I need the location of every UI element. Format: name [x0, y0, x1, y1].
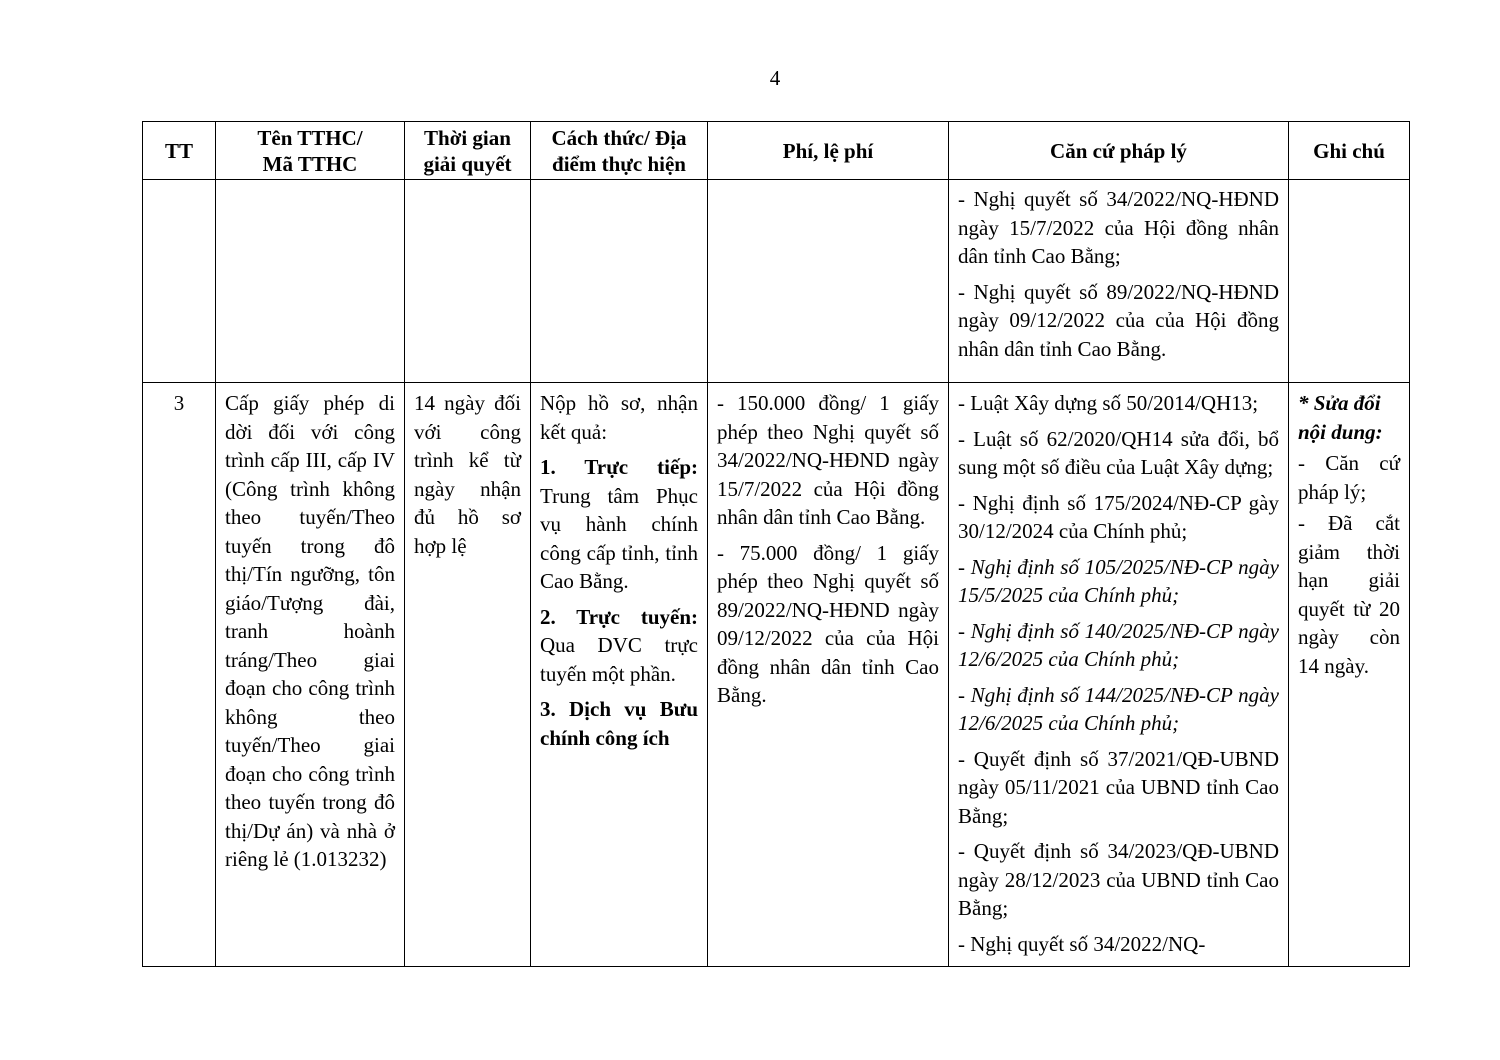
header-note: Ghi chú: [1289, 122, 1410, 180]
table-row: [143, 383, 1410, 967]
row-fee: [708, 383, 949, 967]
continued-time-cell: [405, 180, 531, 383]
method-post: 3. Dịch vụ Bưu chính công ích: [540, 697, 698, 750]
continued-fee-cell: [708, 180, 949, 383]
method-online: [540, 603, 698, 689]
method-direct-label: 1. Trực tiếp:: [540, 455, 698, 479]
continued-tt-cell: [143, 180, 216, 383]
fee-item: - 150.000 đồng/ 1 giấy phép theo Nghị quyết số 34/2022/NQ-HĐND ngày 15/7/2022 của Hội đồng nhân dân tỉnh Cao Bằng.: [717, 391, 939, 529]
legal-item: - Luật số 62/2020/QH14 sửa đổi, bổ sung một số điều của Luật Xây dựng;: [958, 426, 1279, 479]
legal-item-amended: - Nghị định số 105/2025/NĐ-CP ngày 15/5/2025 của Chính phủ;: [958, 554, 1279, 607]
legal-item-amended: - Nghị định số 140/2025/NĐ-CP ngày 12/6/2025 của Chính phủ;: [958, 618, 1279, 671]
header-row: [143, 122, 1410, 180]
row-processing-time: 14 ngày đối với công trình kể từ ngày nhận đủ hồ sơ hợp lệ: [405, 383, 531, 967]
header-name-line1: Tên TTHC/: [257, 125, 363, 150]
method-direct: [540, 453, 698, 596]
row-note: [1289, 383, 1410, 967]
continued-row: [143, 180, 1410, 383]
continued-note-cell: [1289, 180, 1410, 383]
header-legal: Căn cứ pháp lý: [949, 122, 1289, 180]
legal-item: - Luật Xây dựng số 50/2014/QH13;: [958, 391, 1259, 415]
method-online-label: 2. Trực tuyến:: [540, 604, 698, 629]
legal-item: - Quyết định số 37/2021/QĐ-UBND ngày 05/11/2021 của UBND tỉnh Cao Bằng;: [958, 746, 1279, 828]
procedure-table: [142, 121, 1410, 967]
header-method: [531, 122, 708, 180]
method-intro: Nộp hồ sơ, nhận kết quả:: [540, 391, 698, 444]
header-method-line2: điểm thực hiện: [552, 151, 686, 176]
header-tt: TT: [143, 122, 216, 180]
row-tt: 3: [143, 383, 216, 967]
row-legal-basis: [949, 383, 1289, 967]
fee-item: - 75.000 đồng/ 1 giấy phép theo Nghị quyết số 89/2022/NQ-HĐND ngày 09/12/2022 của của Hội đồng nhân dân tỉnh Cao Bằng.: [717, 540, 939, 707]
page-number: 4: [769, 66, 781, 90]
header-fee: Phí, lệ phí: [708, 122, 949, 180]
legal-item: - Nghị quyết số 34/2022/NQ-: [958, 931, 1206, 956]
legal-item: - Quyết định số 34/2023/QĐ-UBND ngày 28/12/2023 của UBND tỉnh Cao Bằng;: [958, 839, 1279, 920]
header-name: [216, 122, 405, 180]
continued-legal-cell: [949, 180, 1289, 383]
note-item: - Đã cắt giảm thời hạn giải quyết từ 20 ngày còn 14 ngày.: [1298, 511, 1400, 678]
legal-item: - Nghị định số 175/2024/NĐ-CP gày 30/12/2024 của Chính phủ;: [958, 490, 1279, 543]
method-direct-text: Trung tâm Phục vụ hành chính công cấp tỉnh, tỉnh Cao Bằng.: [540, 483, 698, 593]
header-time-line1: Thời gian: [424, 125, 511, 150]
header-time-line2: giải quyết: [423, 151, 512, 176]
legal-item: - Nghị quyết số 34/2022/NQ-HĐND ngày 15/7/2022 của Hội đồng nhân dân tỉnh Cao Bằng;: [958, 187, 1279, 268]
legal-item-amended: - Nghị định số 144/2025/NĐ-CP ngày 12/6/2025 của Chính phủ;: [958, 682, 1279, 735]
method-online-text: Qua DVC trực tuyến một phần.: [540, 633, 698, 686]
row-method: [531, 383, 708, 967]
row-procedure-name: Cấp giấy phép di dời đối với công trình cấp III, cấp IV (Công trình không theo tuyến/Theo tuyến trong đô thị/Tín ngưỡng, tôn giáo/Tượng đài, tranh hoành tráng/Theo giai đoạn cho công trình không theo tuyến/Theo giai đoạn cho công trình theo tuyến trong đô thị/Dự án) và nhà ở riêng lẻ (1.013232): [216, 383, 405, 967]
header-time: [405, 122, 531, 180]
continued-name-cell: [216, 180, 405, 383]
continued-method-cell: [531, 180, 708, 383]
note-title: * Sửa đổi nội dung:: [1298, 391, 1383, 444]
header-method-line1: Cách thức/ Địa: [551, 125, 687, 150]
header-name-line2: Mã TTHC: [262, 151, 358, 176]
legal-item: - Nghị quyết số 89/2022/NQ-HĐND ngày 09/12/2022 của của Hội đồng nhân dân tỉnh Cao Bằng.: [958, 279, 1279, 361]
note-item: - Căn cứ pháp lý;: [1298, 451, 1400, 504]
